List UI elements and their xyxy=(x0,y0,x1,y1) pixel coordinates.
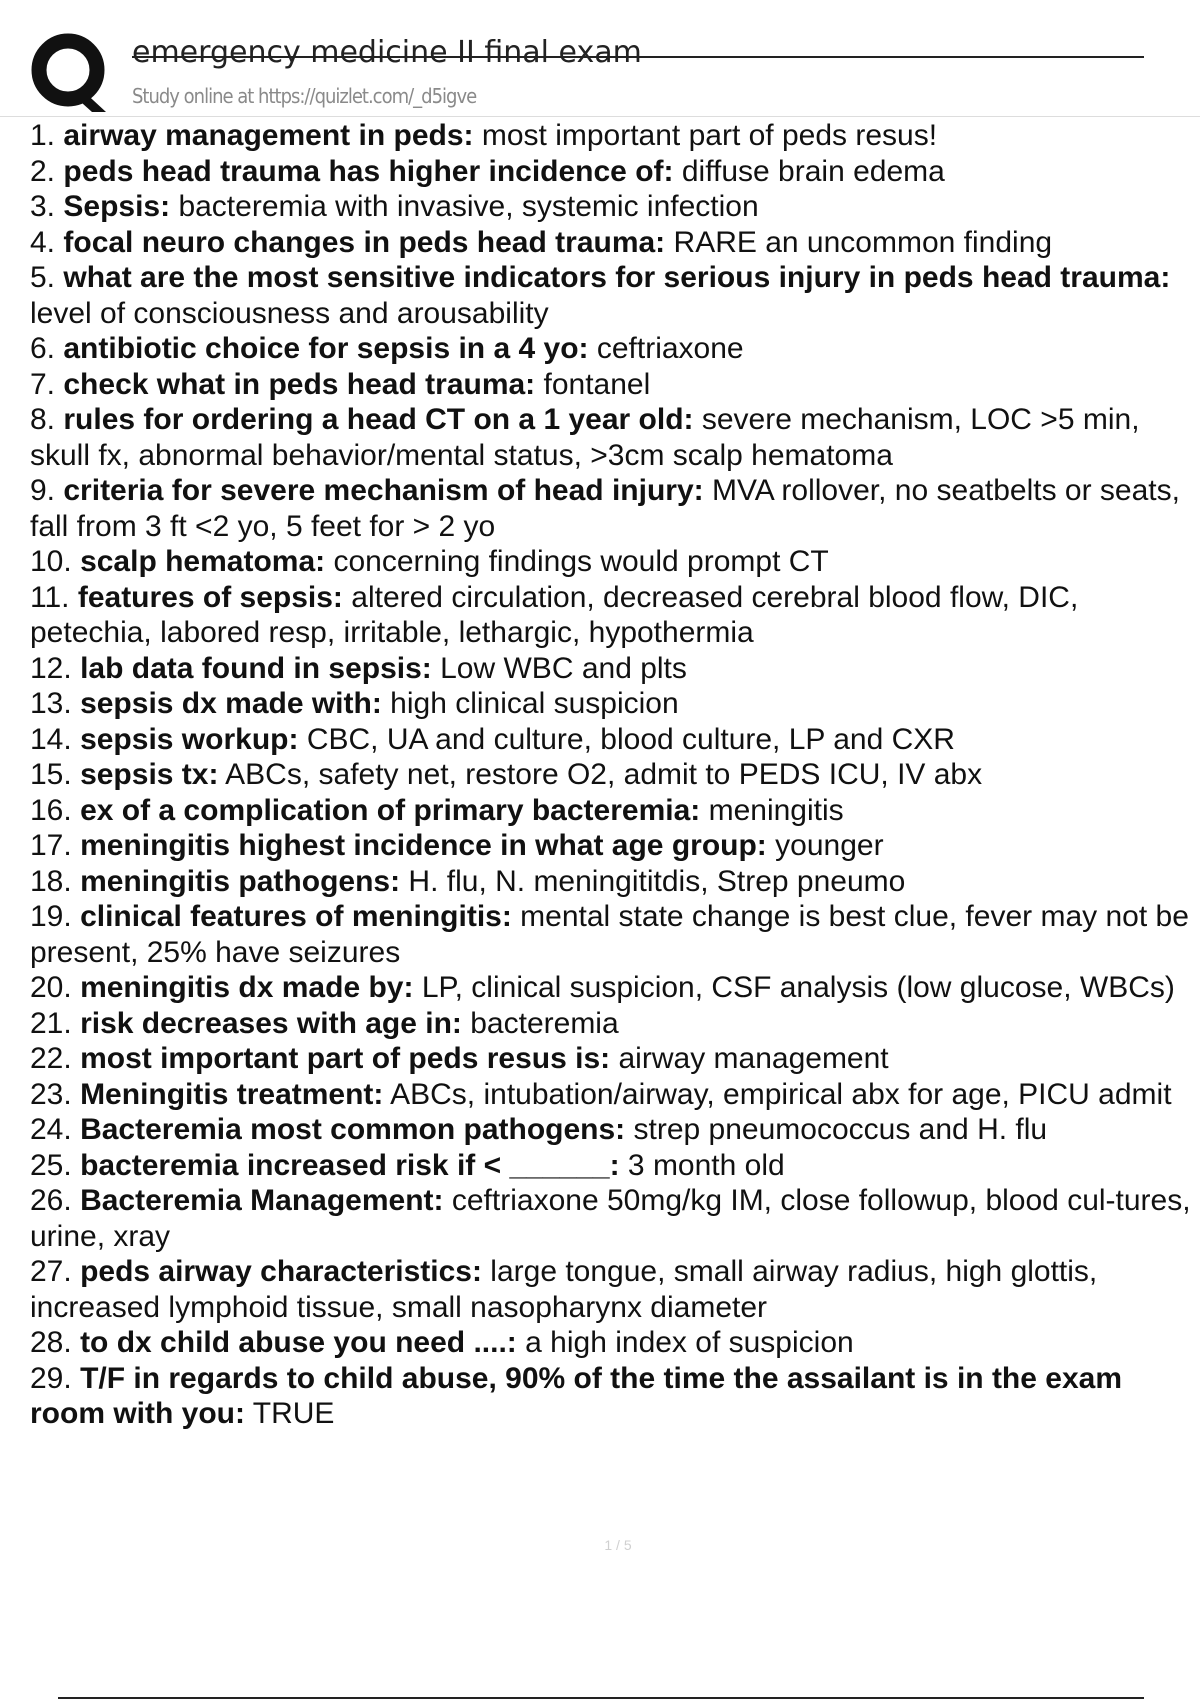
flashcard-item xyxy=(30,154,1196,190)
card-term: lab data found in sepsis: xyxy=(80,651,432,685)
card-number: 17. xyxy=(30,829,72,862)
card-number: 25. xyxy=(30,1148,72,1182)
flashcard-item xyxy=(30,1183,1196,1254)
card-definition: younger xyxy=(775,829,884,862)
flashcard-item xyxy=(30,225,1196,261)
card-number: 29. xyxy=(30,1361,72,1395)
card-definition: level of consciousness and arousability xyxy=(30,296,549,330)
header-divider xyxy=(0,116,1200,117)
card-definition: airway management xyxy=(618,1042,889,1075)
card-number: 7. xyxy=(30,367,56,401)
card-term: sepsis workup: xyxy=(80,722,299,756)
card-number: 28. xyxy=(30,1326,72,1359)
card-number: 20. xyxy=(30,971,72,1004)
flashcard-item xyxy=(30,367,1196,403)
flashcard-item xyxy=(30,1361,1196,1432)
document-title: emergency medicine II final exam xyxy=(132,35,642,70)
flashcard-item xyxy=(30,722,1196,758)
card-term: peds airway characteristics: xyxy=(80,1255,482,1288)
card-term: scalp hematoma: xyxy=(80,545,326,578)
card-term: Sepsis: xyxy=(63,190,171,223)
card-number: 21. xyxy=(30,1006,72,1040)
flashcard-item xyxy=(30,1254,1196,1325)
card-term: antibiotic choice for sepsis in a 4 yo: xyxy=(63,332,589,365)
card-number: 4. xyxy=(30,225,56,259)
page-header xyxy=(0,0,1200,118)
card-definition: Low WBC and plts xyxy=(440,651,687,685)
card-definition: TRUE xyxy=(252,1397,335,1430)
study-online-link[interactable]: Study online at https://quizlet.com/_d5igve xyxy=(132,84,477,108)
card-number: 24. xyxy=(30,1113,72,1146)
card-number: 16. xyxy=(30,793,72,827)
card-definition: concerning findings would prompt CT xyxy=(333,545,829,578)
card-term: meningitis pathogens: xyxy=(80,864,401,898)
card-term: T/F in regards to child abuse, 90% of the time the assailant is in the exam room with you: xyxy=(30,1361,1123,1430)
flashcard-item xyxy=(30,580,1196,651)
card-definition: LP, clinical suspicion, CSF analysis (low glucose, WBCs) xyxy=(421,971,1175,1004)
flashcard-item xyxy=(30,1148,1196,1184)
card-term: to dx child abuse you need ....: xyxy=(80,1326,517,1359)
card-definition: CBC, UA and culture, blood culture, LP and CXR xyxy=(306,722,955,756)
title-strike-line xyxy=(132,56,1144,58)
flashcard-item xyxy=(30,1041,1196,1077)
card-number: 10. xyxy=(30,545,72,578)
card-definition: strep pneumococcus and H. flu xyxy=(633,1113,1048,1146)
card-term: criteria for severe mechanism of head injury: xyxy=(63,474,704,507)
flashcard-item xyxy=(30,864,1196,900)
flashcard-item xyxy=(30,473,1196,544)
card-number: 13. xyxy=(30,687,72,720)
card-number: 19. xyxy=(30,900,72,933)
card-definition: high clinical suspicion xyxy=(390,687,679,720)
card-definition: mental state change is best clue, fever may not be present, 25% have seizures xyxy=(30,900,1189,969)
card-number: 5. xyxy=(30,261,56,294)
flashcard-item xyxy=(30,686,1196,722)
card-number: 6. xyxy=(30,332,56,365)
card-term: bacteremia increased risk if < ______: xyxy=(80,1148,620,1182)
card-definition: RARE an uncommon finding xyxy=(673,225,1053,259)
card-term: most important part of peds resus is: xyxy=(80,1042,611,1075)
card-definition: diffuse brain edema xyxy=(681,154,945,188)
card-number: 14. xyxy=(30,722,72,756)
flashcard-item xyxy=(30,651,1196,687)
card-term: rules for ordering a head CT on a 1 year old: xyxy=(63,403,694,436)
flashcard-item xyxy=(30,402,1196,473)
card-term: clinical features of meningitis: xyxy=(80,900,512,933)
flashcard-item xyxy=(30,757,1196,793)
card-definition: ceftriaxone xyxy=(596,332,744,365)
card-number: 9. xyxy=(30,474,56,507)
card-term: what are the most sensitive indicators for serious injury in peds head trauma: xyxy=(63,261,1171,294)
flashcard-item xyxy=(30,544,1196,580)
flashcard-item xyxy=(30,970,1196,1006)
card-definition: most important part of peds resus! xyxy=(481,119,938,152)
flashcard-item xyxy=(30,118,1196,154)
card-definition: ABCs, intubation/airway, empirical abx for age, PICU admit xyxy=(390,1077,1172,1111)
card-term: meningitis highest incidence in what age group: xyxy=(80,829,767,862)
card-term: Bacteremia most common pathogens: xyxy=(80,1113,626,1146)
flashcard-item xyxy=(30,260,1196,331)
card-number: 12. xyxy=(30,651,72,685)
card-number: 26. xyxy=(30,1184,72,1217)
card-term: features of sepsis: xyxy=(77,580,343,614)
page-number: 1 / 5 xyxy=(604,1537,632,1553)
flashcard-item xyxy=(30,331,1196,367)
card-number: 18. xyxy=(30,864,72,898)
card-term: sepsis tx: xyxy=(80,758,219,791)
card-term: sepsis dx made with: xyxy=(80,687,382,720)
card-number: 11. xyxy=(30,580,70,614)
card-definition: ABCs, safety net, restore O2, admit to PEDS ICU, IV abx xyxy=(225,758,983,791)
card-term: Meningitis treatment: xyxy=(80,1077,384,1111)
card-definition: altered circulation, decreased cerebral blood flow, DIC, petechia, labored resp, irritable, lethargic, hypothermia xyxy=(30,580,1079,649)
card-term: check what in peds head trauma: xyxy=(63,367,536,401)
card-term: airway management in peds: xyxy=(63,119,474,152)
flashcard-item xyxy=(30,1112,1196,1148)
card-definition: large tongue, small airway radius, high glottis, increased lymphoid tissue, small nasopharynx diameter xyxy=(30,1255,1098,1324)
card-definition: fontanel xyxy=(543,367,651,401)
flashcard-item xyxy=(30,899,1196,970)
card-number: 27. xyxy=(30,1255,72,1288)
flashcard-item xyxy=(30,793,1196,829)
flashcard-item xyxy=(30,828,1196,864)
card-definition: bacteremia xyxy=(470,1006,619,1040)
card-number: 23. xyxy=(30,1077,72,1111)
card-number: 3. xyxy=(30,190,56,223)
card-term: ex of a complication of primary bacteremia: xyxy=(80,793,701,827)
flashcard-item xyxy=(30,1077,1196,1113)
card-term: risk decreases with age in: xyxy=(80,1006,462,1040)
flashcard-item xyxy=(30,189,1196,225)
card-number: 15. xyxy=(30,758,72,791)
card-term: Bacteremia Management: xyxy=(80,1184,444,1217)
card-number: 8. xyxy=(30,403,56,436)
card-term: peds head trauma has higher incidence of: xyxy=(63,154,674,188)
card-term: focal neuro changes in peds head trauma: xyxy=(63,225,666,259)
footer-divider xyxy=(58,1697,1144,1699)
card-definition: meningitis xyxy=(708,793,844,827)
card-number: 1. xyxy=(30,119,56,152)
card-definition: 3 month old xyxy=(627,1148,785,1182)
card-number: 2. xyxy=(30,154,56,188)
flashcard-list xyxy=(30,118,1196,1432)
card-definition: ceftriaxone 50mg/kg IM, close followup, blood cul-tures, urine, xray xyxy=(30,1184,1191,1253)
flashcard-item xyxy=(30,1325,1196,1361)
card-definition: MVA rollover, no seatbelts or seats, fall from 3 ft <2 yo, 5 feet for > 2 yo xyxy=(30,474,1180,543)
card-definition: severe mechanism, LOC >5 min, skull fx, abnormal behavior/mental status, >3cm scalp hematoma xyxy=(30,403,1140,472)
card-definition: H. flu, N. meningititdis, Strep pneumo xyxy=(408,864,906,898)
flashcard-item xyxy=(30,1006,1196,1042)
card-definition: a high index of suspicion xyxy=(525,1326,854,1359)
card-term: meningitis dx made by: xyxy=(80,971,414,1004)
quizlet-logo-icon xyxy=(30,32,112,114)
card-number: 22. xyxy=(30,1042,72,1075)
card-definition: bacteremia with invasive, systemic infection xyxy=(178,190,759,223)
